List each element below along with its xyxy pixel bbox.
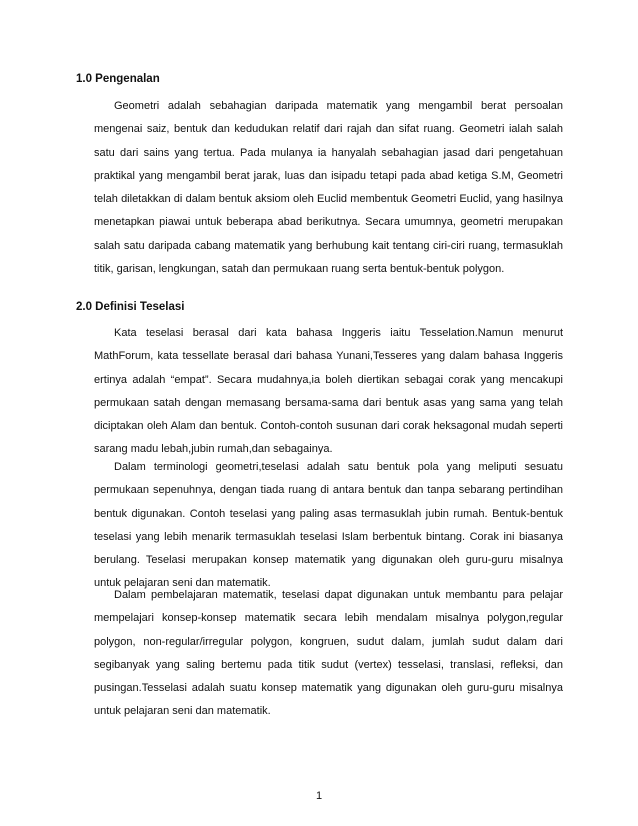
paragraph-definisi-3: Dalam pembelajaran matematik, teselasi dapat digunakan untuk membantu para pelajar mempelajari konsep-konsep matematik secara lebih mendalam misalnya polygon,regular polygon, non-regular/irregular polygon, kongruen, sudut dalam, jumlah sudut dalam dari segibanyak yang saling bertemu pada titik sudut (vertex) tesselasi, translasi, refleksi, dan pusingan.Tesselasi adalah suatu konsep matematik yang digunakan oleh guru-guru misalnya untuk pelajaran seni dan matematik. [94, 589, 563, 718]
paragraph-definisi-1: Kata teselasi berasal dari kata bahasa Inggeris iaitu Tesselation.Namun menurut MathForum, kata tessellate berasal dari bahasa Yunani,Tesseres yang dalam bahasa Inggeris ertinya adalah “empat”. Secara mudahnya,ia boleh diertikan sebagai corak yang mencakupi permukaan satah dengan memasang bersama-sama dari bentuk asas yang sama yang telah diciptakan oleh Alam dan bentuk. Contoh-contoh susunan dari corak heksagonal mudah seperti sarang madu lebah,jubin rumah,dan sebagainya. [94, 327, 563, 456]
section-heading-pengenalan: 1.0 Pengenalan [76, 73, 160, 85]
paragraph-definisi-2: Dalam terminologi geometri,teselasi adalah satu bentuk pola yang meliputi sesuatu permukaan sepenuhnya, dengan tiada ruang di antara bentuk dan tanpa sebarang pertindihan bentuk digunakan. Contoh teselasi yang paling asas termasuklah jubin rumah. Bentuk-bentuk teselasi yang lebih menarik termasuklah teselasi Islam berbentuk bintang. Corak ini biasanya berulang. Teselasi merupakan konsep matematik yang digunakan oleh guru-guru misalnya untuk pelajaran seni dan matematik. [94, 461, 563, 590]
paragraph-pengenalan: Geometri adalah sebahagian daripada matematik yang mengambil berat persoalan mengenai saiz, bentuk dan kedudukan relatif dari rajah dan sifat ruang. Geometri ialah salah satu dari sains yang tertua. Pada mulanya ia hanyalah sebahagian jasad dari pengetahuan praktikal yang mengambil berat jarak, luas dan isipadu tetapi pada abad ketiga S.M, Geometri telah diletakkan di dalam bentuk aksiom oleh Euclid membentuk Geometri Euclid, yang hasilnya menetapkan piawai untuk beberapa abad berikutnya. Secara umumnya, geometri merupakan salah satu daripada cabang matematik yang berhubung kait tentang ciri-ciri ruang, termasuklah titik, garisan, lengkungan, satah dan permukaan ruang serta bentuk-bentuk polygon. [94, 100, 563, 276]
page-number: 1 [315, 790, 323, 802]
section-heading-definisi-teselasi: 2.0 Definisi Teselasi [76, 301, 185, 313]
